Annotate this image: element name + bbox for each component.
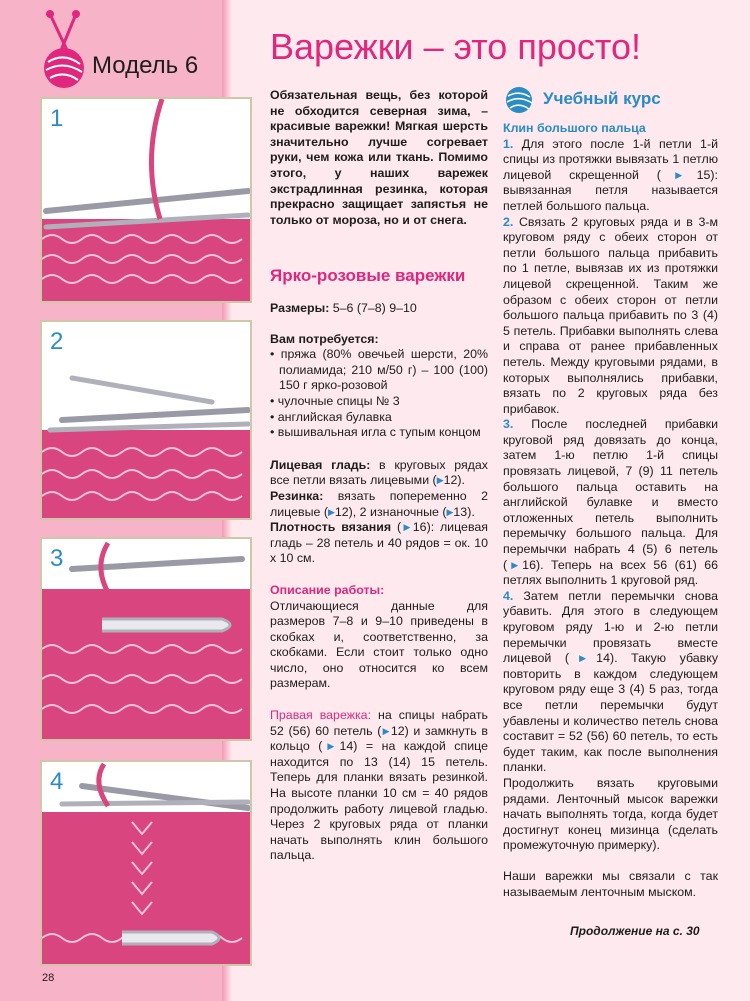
ref-number: 16 <box>412 520 427 535</box>
illustration-panel-1 <box>40 97 252 303</box>
knitting-illustration-2 <box>42 322 250 518</box>
illustration-panel-4 <box>40 760 252 966</box>
model-label: Модель 6 <box>92 52 199 79</box>
step-text: ). Теперь на всех 56 (61) 66 петлях выполнить 1 круговой ряд. <box>503 557 718 588</box>
course-subtitle: Клин большого пальца <box>503 121 646 135</box>
list-item: • вышивальная игла с тупым концом <box>270 425 481 440</box>
triangle-icon: ▶ <box>381 725 391 736</box>
knitting-illustration-1 <box>42 99 250 301</box>
closing-text: Наши варежки мы связали с так называемым ленточным мыском. <box>503 868 718 899</box>
gauge-line: Плотность вязания (▶16): лицевая гладь – 28 петель и 40 рядов = ок. 10 x 10 см. <box>270 520 488 566</box>
rib-label: Резинка: <box>270 488 324 503</box>
ref-number: 13 <box>453 504 468 519</box>
triangle-icon: ▶ <box>322 741 340 752</box>
needs-list <box>270 347 488 441</box>
step-3 <box>503 417 718 589</box>
panel-number: 3 <box>50 545 64 572</box>
rib-text: вязать попеременно 2 лицевые ( <box>270 488 488 519</box>
gauge-label: Плотность вязания <box>270 520 392 535</box>
materials-column <box>270 301 488 864</box>
gauge-text: ): лицевая гладь – 28 петель и 40 рядов = ок. 10 x 10 см. <box>270 520 488 566</box>
work-title: Описание работы: <box>270 582 385 597</box>
illustration-panel-3 <box>40 537 252 741</box>
right-mitten-paragraph <box>270 708 488 864</box>
panel-number: 2 <box>50 328 64 355</box>
rib-text: ), 2 изнаночные ( <box>348 504 447 519</box>
ref-number: 14 <box>596 651 610 666</box>
ref-number: 15 <box>696 167 711 182</box>
right-mitten-text: на спицы набрать 52 (56) 60 петель ( <box>270 708 488 738</box>
page-number: 28 <box>42 972 55 984</box>
right-mitten-text: ) и замкнуть в кольцо ( <box>270 723 488 754</box>
step-number: 1. <box>503 136 514 151</box>
ref-number: 14 <box>339 739 354 754</box>
step-text: После последней прибавки круговой ряд довязать до конца, затем 1-ю петлю 1-й спицы провязать лицевой, 7 (9) 11 петель большого пальца оставить на английской булавке и вместо отложенных петель выполнить перемычку большого пальца. Для перемычки набрать 4 (5) 6 петель ( <box>503 417 718 572</box>
knitting-illustration-4 <box>42 762 250 964</box>
step-number: 4. <box>503 588 514 603</box>
panel-number: 1 <box>50 105 64 132</box>
course-column <box>503 121 718 900</box>
step-number: 3. <box>503 417 514 432</box>
step-1 <box>503 137 718 215</box>
needs-label: Вам потребуется: <box>270 331 379 346</box>
step-5: Продолжить вязать круговыми рядами. Ленточный мысок варежки начать выполнять тогда, когда будет достигнут конец мизинца (сделать промежуточную примерку). <box>503 775 718 853</box>
step-text: ): вывязанная петля называется петлей большого пальца. <box>503 167 718 213</box>
step-2 <box>503 215 718 418</box>
course-title: Учебный курс <box>543 89 661 108</box>
right-mitten-label: Правая варежка: <box>270 708 372 723</box>
page-title: Варежки – это просто! <box>270 26 641 67</box>
triangle-icon: ▶ <box>568 653 597 664</box>
stockinette-line: Лицевая гладь: в круговых рядах все петли вязать лицевыми (▶12). <box>270 457 488 488</box>
list-item: • английская булавка <box>270 409 392 424</box>
stockinette-label: Лицевая гладь: <box>270 457 371 472</box>
rib-line: Резинка: вязать попеременно 2 лицевые (▶12), 2 изнаночные (▶13). <box>270 488 488 519</box>
intro-paragraph: Обязательная вещь, без которой не обходится северная зима, – красивые варежки! Мягкая шерсть значительно лучше согревает руки, чем кожа или ткань. Помимо этого, у наших варежек экстрадлинная резинка, которая прекрасно защищает запястья не только от мороза, но и от снега. <box>270 88 488 227</box>
stockinette-text: в круговых рядах все петли вязать лицевыми ( <box>270 457 488 488</box>
step-text: ). Такую убавку повторить в каждом следующем круговом ряду еще 3 (4) 5 раз, тогда все петли перемычки будут убавлены и количество петель снова составит = 52 (56) 60 петель, то есть будет таким, как после выполнения планки. <box>503 651 719 775</box>
sizes-label: Размеры: <box>270 301 330 315</box>
step-text: Для этого после 1-й петли 1-й спицы из протяжки вывязать 1 петлю лицевой скрещенной ( <box>503 136 718 182</box>
step-4 <box>503 589 718 776</box>
ref-number: 12 <box>390 723 405 738</box>
triangle-icon: ▶ <box>660 169 697 180</box>
triangle-icon: ▶ <box>507 559 523 570</box>
list-item: • пряжа (80% овечьей шерсти, 20% полиамида; 210 м/50 г) – 100 (100) 150 г ярко-розовой <box>270 347 488 393</box>
ref-number: 12 <box>334 504 349 519</box>
knitting-illustration-3 <box>42 539 250 739</box>
triangle-icon: ▶ <box>436 475 444 486</box>
section-title: Ярко-розовые варежки <box>270 266 466 285</box>
step-number: 2. <box>503 214 514 229</box>
ref-number: 12 <box>443 473 458 488</box>
work-text: Отличающиеся данные для размеров 7–8 и 9–10 приведены в скобках и, соответственно, за скобками. Если стоит только одно число, оно относится ко всем размерам. <box>270 598 488 691</box>
step-text: Связать 2 круговых ряда и в 3-м круговом ряду с обеих сторон от петли большого пальца прибавить по 1 петле, вывязав их из протяжки лицевой скрещенной. Таким же образом с обеих сторон от петли большого пальца прибавить по 3 (4) 5 петель. Прибавки выполнять слева и справа от ранее прибавленных петель. Между круговыми рядами, в которых выполнялись прибавки, вязать по 2 круговых ряда без прибавок. <box>503 214 718 416</box>
triangle-icon: ▶ <box>446 506 454 517</box>
ref-number: 16 <box>522 557 536 572</box>
continued-note: Продолжение на с. 30 <box>570 924 700 938</box>
step-text: Затем петли перемычки снова убавить. Для этого в следующем круговом ряду 1-ю и 2-ю петли перемычки провязать вместе лицевой ( <box>503 588 718 666</box>
triangle-icon: ▶ <box>401 522 413 533</box>
sizes-value: 5–6 (7–8) 9–10 <box>329 301 417 315</box>
list-item: • чулочные спицы № 3 <box>270 393 400 408</box>
triangle-icon: ▶ <box>327 506 335 517</box>
right-mitten-text: ) = на каждой спице находится по 13 (14) 15 петель. Теперь для планки вязать резинкой. На высоте планки 10 см = 40 рядов продолжить работу лицевой гладью. Через 2 круговых ряда от планки начать выполнять клин большого пальца. <box>270 739 488 863</box>
sizes-line <box>270 301 488 317</box>
illustration-panel-2 <box>40 320 252 520</box>
panel-number: 4 <box>50 768 64 795</box>
